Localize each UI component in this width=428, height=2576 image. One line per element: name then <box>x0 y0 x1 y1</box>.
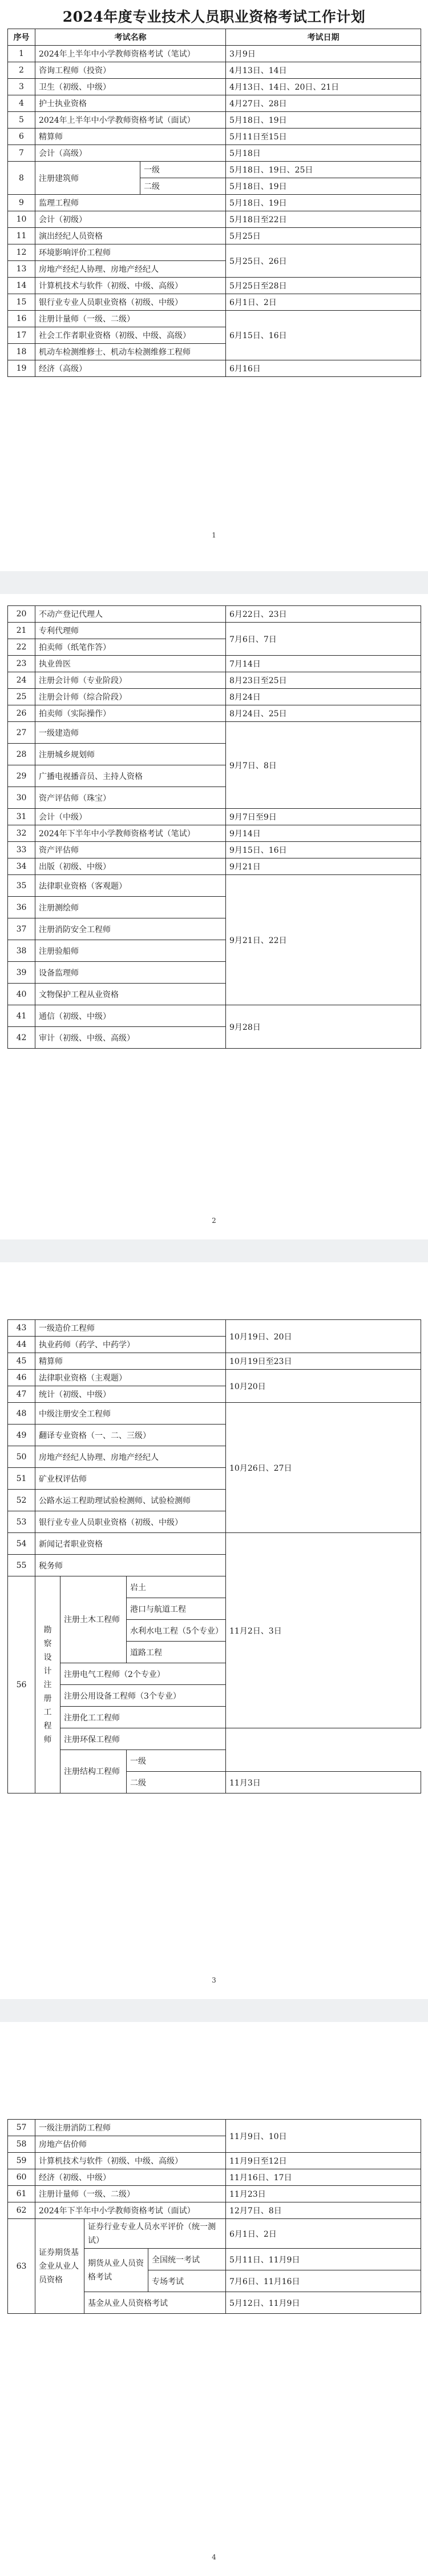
exam-date: 12月7日、8日 <box>226 2202 421 2219</box>
table-row <box>8 145 421 162</box>
exam-name: 拍卖师（纸笔作答） <box>35 639 226 656</box>
table-row <box>8 294 421 311</box>
exam-name: 法律职业资格（主观题） <box>35 1370 226 1386</box>
exam-specialty: 港口与航道工程 <box>127 1598 226 1620</box>
exam-name: 计算机技术与软件（初级、中级、高级） <box>35 278 226 294</box>
exam-name: 矿业权评估师 <box>35 1468 226 1490</box>
row-number: 11 <box>8 228 35 244</box>
exam-level: 二级 <box>140 178 226 195</box>
exam-name: 注册会计师（专业阶段） <box>35 672 226 689</box>
row-number: 30 <box>8 787 35 809</box>
table-row <box>8 278 421 294</box>
exam-name: 文物保护工程从业资格 <box>35 984 226 1005</box>
table-row <box>8 809 421 825</box>
table-row <box>8 2169 421 2186</box>
table-row <box>8 95 421 112</box>
exam-name: 注册化工工程师 <box>60 1707 226 1728</box>
exam-specialty: 岩土 <box>127 1576 226 1598</box>
exam-name: 监理工程师 <box>35 195 226 211</box>
exam-date: 5月18日、19日、25日 <box>226 162 421 178</box>
row-number: 48 <box>8 1403 35 1425</box>
exam-name: 法律职业资格（客观题） <box>35 875 226 897</box>
table-row <box>8 1320 421 1337</box>
table-row <box>8 825 421 842</box>
exam-date: 8月24日、25日 <box>226 705 421 722</box>
page-separator <box>0 571 428 594</box>
exam-name: 注册计量师（一级、二级） <box>35 311 226 327</box>
exam-name: 银行业专业人员职业资格（初级、中级） <box>35 1511 226 1533</box>
exam-name: 注册消防安全工程师 <box>35 918 226 940</box>
row-number: 57 <box>8 2120 35 2136</box>
exam-name: 会计（初级） <box>35 211 226 228</box>
row-number: 17 <box>8 327 35 344</box>
exam-name: 资产评估师（珠宝） <box>35 787 226 809</box>
page-number: 4 <box>212 2553 216 2561</box>
table-row <box>8 2202 421 2219</box>
exam-name: 拍卖师（实际操作） <box>35 705 226 722</box>
exam-name: 一级建造师 <box>35 722 226 744</box>
row-number: 13 <box>8 261 35 278</box>
row-number: 34 <box>8 858 35 875</box>
table-row <box>8 689 421 705</box>
table-row <box>8 656 421 672</box>
exam-date: 11月9日至12日 <box>226 2153 421 2169</box>
table-row <box>8 606 421 623</box>
exam-date: 10月19日至23日 <box>226 1353 421 1370</box>
table-row <box>8 672 421 689</box>
row-number: 36 <box>8 897 35 918</box>
exam-date: 6月16日 <box>226 360 421 377</box>
exam-date: 4月13日、14日、20日、21日 <box>226 79 421 95</box>
table-row <box>8 162 421 178</box>
row-number: 7 <box>8 145 35 162</box>
row-number: 1 <box>8 46 35 62</box>
exam-name: 基金从业人员资格考试 <box>84 2292 226 2314</box>
row-number: 53 <box>8 1511 35 1533</box>
exam-date: 6月22日、23日 <box>226 606 421 623</box>
row-number: 26 <box>8 705 35 722</box>
exam-date: 4月13日、14日 <box>226 62 421 79</box>
table-row <box>8 1353 421 1370</box>
row-number: 5 <box>8 112 35 129</box>
row-number: 20 <box>8 606 35 623</box>
row-number: 32 <box>8 825 35 842</box>
exam-date: 5月25日 <box>226 228 421 244</box>
table-row <box>8 842 421 858</box>
row-number: 27 <box>8 722 35 744</box>
table-row <box>8 112 421 129</box>
row-number: 40 <box>8 984 35 1005</box>
exam-name: 演出经纪人员资格 <box>35 228 226 244</box>
schedule-table-4 <box>7 2119 421 2314</box>
exam-name: 新闻记者职业资格 <box>35 1533 226 1555</box>
exam-name: 税务师 <box>35 1555 226 1576</box>
row-number: 28 <box>8 744 35 765</box>
table-row <box>8 858 421 875</box>
row-number: 12 <box>8 244 35 261</box>
exam-date: 5月25日、26日 <box>226 244 421 278</box>
exam-name: 社会工作者职业资格（初级、中级、高级） <box>35 327 226 344</box>
table-row <box>8 1403 421 1425</box>
exam-date: 5月18日 <box>226 145 421 162</box>
row-number: 21 <box>8 623 35 639</box>
exam-name: 2024年下半年中小学教师资格考试（面试） <box>35 2202 226 2219</box>
row-number: 3 <box>8 79 35 95</box>
exam-name: 证券行业专业人员水平评价（统一测试） <box>84 2219 226 2249</box>
schedule-table-3 <box>7 1319 421 1793</box>
exam-name: 会计（高级） <box>35 145 226 162</box>
exam-date: 5月18日至22日 <box>226 211 421 228</box>
row-number: 46 <box>8 1370 35 1386</box>
exam-date: 5月25日至28日 <box>226 278 421 294</box>
exam-name: 资产评估师 <box>35 842 226 858</box>
exam-date: 7月14日 <box>226 656 421 672</box>
exam-date: 10月19日、20日 <box>226 1320 421 1353</box>
table-row <box>8 2186 421 2202</box>
exam-name: 不动产登记代理人 <box>35 606 226 623</box>
row-number: 52 <box>8 1490 35 1511</box>
row-number: 31 <box>8 809 35 825</box>
exam-date: 7月6日、7日 <box>226 623 421 656</box>
exam-date: 5月18日、19日 <box>226 178 421 195</box>
exam-date: 6月1日、2日 <box>226 2219 421 2249</box>
row-number: 38 <box>8 940 35 962</box>
exam-name: 环境影响评价工程师 <box>35 244 226 261</box>
header-name: 考试名称 <box>35 29 226 46</box>
table-row <box>8 195 421 211</box>
row-number: 42 <box>8 1027 35 1049</box>
table-row <box>8 2120 421 2136</box>
row-number: 8 <box>8 162 35 195</box>
schedule-table-2 <box>7 605 421 1049</box>
header-no: 序号 <box>8 29 35 46</box>
exam-date: 8月23日至25日 <box>226 672 421 689</box>
table-row <box>8 46 421 62</box>
exam-date: 9月14日 <box>226 825 421 842</box>
exam-name: 会计（中级） <box>35 809 226 825</box>
table-row <box>8 1728 421 1750</box>
exam-date: 8月24日 <box>226 689 421 705</box>
exam-name: 注册公用设备工程师（3个专业） <box>60 1685 226 1707</box>
row-number: 45 <box>8 1353 35 1370</box>
exam-date: 9月7日、8日 <box>226 722 421 809</box>
exam-name: 翻译专业资格（一、二、三级） <box>35 1425 226 1446</box>
exam-date: 6月15日、16日 <box>226 311 421 360</box>
row-number: 54 <box>8 1533 35 1555</box>
table-row <box>8 244 421 261</box>
page-1 <box>0 0 428 571</box>
page-number: 1 <box>212 531 216 539</box>
row-number: 18 <box>8 344 35 360</box>
exam-name: 护士执业资格 <box>35 95 226 112</box>
exam-name: 执业兽医 <box>35 656 226 672</box>
table-row <box>8 1005 421 1027</box>
exam-name: 机动车检测维修士、机动车检测维修工程师 <box>35 344 226 360</box>
row-number: 22 <box>8 639 35 656</box>
exam-date: 10月26日、27日 <box>226 1403 421 1533</box>
exam-level: 一级 <box>140 162 226 178</box>
exam-type: 全国统一考试 <box>148 2249 226 2270</box>
exam-date: 11月9日、10日 <box>226 2120 421 2153</box>
exam-date: 5月18日、19日 <box>226 195 421 211</box>
exam-date: 9月28日 <box>226 1005 421 1049</box>
exam-specialty: 道路工程 <box>127 1642 226 1663</box>
exam-name: 注册测绘师 <box>35 897 226 918</box>
row-number: 41 <box>8 1005 35 1027</box>
exam-name: 广播电视播音员、主持人资格 <box>35 765 226 787</box>
exam-name: 2024年下半年中小学教师资格考试（笔试） <box>35 825 226 842</box>
row-number: 44 <box>8 1337 35 1353</box>
exam-name: 注册土木工程师 <box>60 1576 127 1663</box>
exam-name: 审计（初级、中级、高级） <box>35 1027 226 1049</box>
exam-date: 9月15日、16日 <box>226 842 421 858</box>
exam-name: 注册会计师（综合阶段） <box>35 689 226 705</box>
table-row <box>8 623 421 639</box>
row-number: 55 <box>8 1555 35 1576</box>
exam-name: 注册结构工程师 <box>60 1750 127 1793</box>
page-title: 2024年度专业技术人员职业资格考试工作计划 <box>62 9 366 25</box>
page-number: 2 <box>212 1217 216 1225</box>
row-number: 47 <box>8 1386 35 1403</box>
table-row <box>8 360 421 377</box>
exam-date: 3月9日 <box>226 46 421 62</box>
exam-name: 公路水运工程助理试验检测师、试验检测师 <box>35 1490 226 1511</box>
exam-level: 二级 <box>127 1772 226 1793</box>
exam-name: 设备监理师 <box>35 962 226 984</box>
page-2 <box>0 594 428 1239</box>
exam-specialty: 水利水电工程（5个专业） <box>127 1620 226 1642</box>
exam-date: 11月23日 <box>226 2186 421 2202</box>
row-number: 25 <box>8 689 35 705</box>
exam-name: 注册电气工程师（2个专业） <box>60 1663 226 1685</box>
row-number: 49 <box>8 1425 35 1446</box>
table-row <box>8 79 421 95</box>
exam-name: 一级注册消防工程师 <box>35 2120 226 2136</box>
row-number: 14 <box>8 278 35 294</box>
exam-date: 11月16日、17日 <box>226 2169 421 2186</box>
table-row <box>8 62 421 79</box>
exam-name: 专利代理师 <box>35 623 226 639</box>
row-number: 61 <box>8 2186 35 2202</box>
row-number: 19 <box>8 360 35 377</box>
table-row <box>8 211 421 228</box>
row-number: 63 <box>8 2219 35 2314</box>
row-number: 60 <box>8 2169 35 2186</box>
page-4 <box>0 2022 428 2576</box>
table-row <box>8 129 421 145</box>
exam-name: 统计（初级、中级） <box>35 1386 226 1403</box>
exam-date: 5月11日至15日 <box>226 129 421 145</box>
row-number: 39 <box>8 962 35 984</box>
exam-date: 9月21日 <box>226 858 421 875</box>
row-number: 9 <box>8 195 35 211</box>
page-number: 3 <box>212 1976 216 1984</box>
exam-name: 期货从业人员资格考试 <box>84 2249 148 2292</box>
exam-date: 9月7日至9日 <box>226 809 421 825</box>
exam-name: 精算师 <box>35 1353 226 1370</box>
table-row <box>8 705 421 722</box>
table-header-row <box>8 29 421 46</box>
row-number: 23 <box>8 656 35 672</box>
row-number: 59 <box>8 2153 35 2169</box>
exam-name: 卫生（初级、中级） <box>35 79 226 95</box>
row-number: 58 <box>8 2136 35 2153</box>
row-number: 2 <box>8 62 35 79</box>
exam-name: 执业药师（药学、中药学） <box>35 1337 226 1353</box>
exam-name: 计算机技术与软件（初级、中级、高级） <box>35 2153 226 2169</box>
row-number: 4 <box>8 95 35 112</box>
table-row <box>8 1370 421 1386</box>
page-separator <box>0 1999 428 2022</box>
exam-name: 房地产经纪人协理、房地产经纪人 <box>35 261 226 278</box>
exam-name: 经济（初级、中级） <box>35 2169 226 2186</box>
row-number: 16 <box>8 311 35 327</box>
exam-date: 6月1日、2日 <box>226 294 421 311</box>
row-number: 56 <box>8 1576 35 1793</box>
table-row <box>8 2219 421 2249</box>
exam-name: 注册验船师 <box>35 940 226 962</box>
exam-date: 5月18日、19日 <box>226 112 421 129</box>
exam-name: 注册计量师（一级、二级） <box>35 2186 226 2202</box>
exam-name: 出版（初级、中级） <box>35 858 226 875</box>
exam-name: 咨询工程师（投资） <box>35 62 226 79</box>
row-number: 35 <box>8 875 35 897</box>
page-3 <box>0 1262 428 1999</box>
table-row <box>8 875 421 897</box>
exam-level: 一级 <box>127 1750 226 1772</box>
row-number: 37 <box>8 918 35 940</box>
exam-name: 注册建筑师 <box>35 162 140 195</box>
header-date: 考试日期 <box>226 29 421 46</box>
exam-name: 精算师 <box>35 129 226 145</box>
row-number: 24 <box>8 672 35 689</box>
exam-name: 银行业专业人员职业资格（初级、中级） <box>35 294 226 311</box>
table-row <box>8 1533 421 1555</box>
exam-date: 10月20日 <box>226 1370 421 1403</box>
exam-date: 9月21日、22日 <box>226 875 421 1005</box>
exam-type: 专场考试 <box>148 2270 226 2292</box>
exam-name: 2024年上半年中小学教师资格考试（面试） <box>35 112 226 129</box>
exam-name: 2024年上半年中小学教师资格考试（笔试） <box>35 46 226 62</box>
exam-date: 7月6日、11月16日 <box>226 2270 421 2292</box>
table-row <box>8 722 421 744</box>
table-row <box>8 2153 421 2169</box>
table-row <box>8 311 421 327</box>
exam-group-name: 勘察设计注册工程师 <box>35 1576 60 1793</box>
exam-name: 中级注册安全工程师 <box>35 1403 226 1425</box>
table-row <box>8 228 421 244</box>
row-number: 62 <box>8 2202 35 2219</box>
exam-name: 房地产估价师 <box>35 2136 226 2153</box>
exam-name: 通信（初级、中级） <box>35 1005 226 1027</box>
page-separator <box>0 1239 428 1262</box>
row-number: 33 <box>8 842 35 858</box>
exam-date: 4月27日、28日 <box>226 95 421 112</box>
table-row <box>8 1750 421 1772</box>
exam-group-name: 证券期货基金业从业人员资格 <box>35 2219 84 2314</box>
row-number: 50 <box>8 1446 35 1468</box>
exam-name: 注册城乡规划师 <box>35 744 226 765</box>
exam-name: 经济（高级） <box>35 360 226 377</box>
row-number: 43 <box>8 1320 35 1337</box>
exam-name: 一级造价工程师 <box>35 1320 226 1337</box>
row-number: 51 <box>8 1468 35 1490</box>
row-number: 6 <box>8 129 35 145</box>
row-number: 15 <box>8 294 35 311</box>
exam-name: 房地产经纪人协理、房地产经纪人 <box>35 1446 226 1468</box>
row-number: 10 <box>8 211 35 228</box>
exam-date: 5月11日、11月9日 <box>226 2249 421 2270</box>
exam-date: 11月2日、3日 <box>226 1533 421 1728</box>
row-number: 29 <box>8 765 35 787</box>
exam-name: 注册环保工程师 <box>60 1728 226 1750</box>
exam-date: 11月3日 <box>226 1772 421 1793</box>
exam-date: 5月12日、11月9日 <box>226 2292 421 2314</box>
schedule-table-1 <box>7 29 421 377</box>
